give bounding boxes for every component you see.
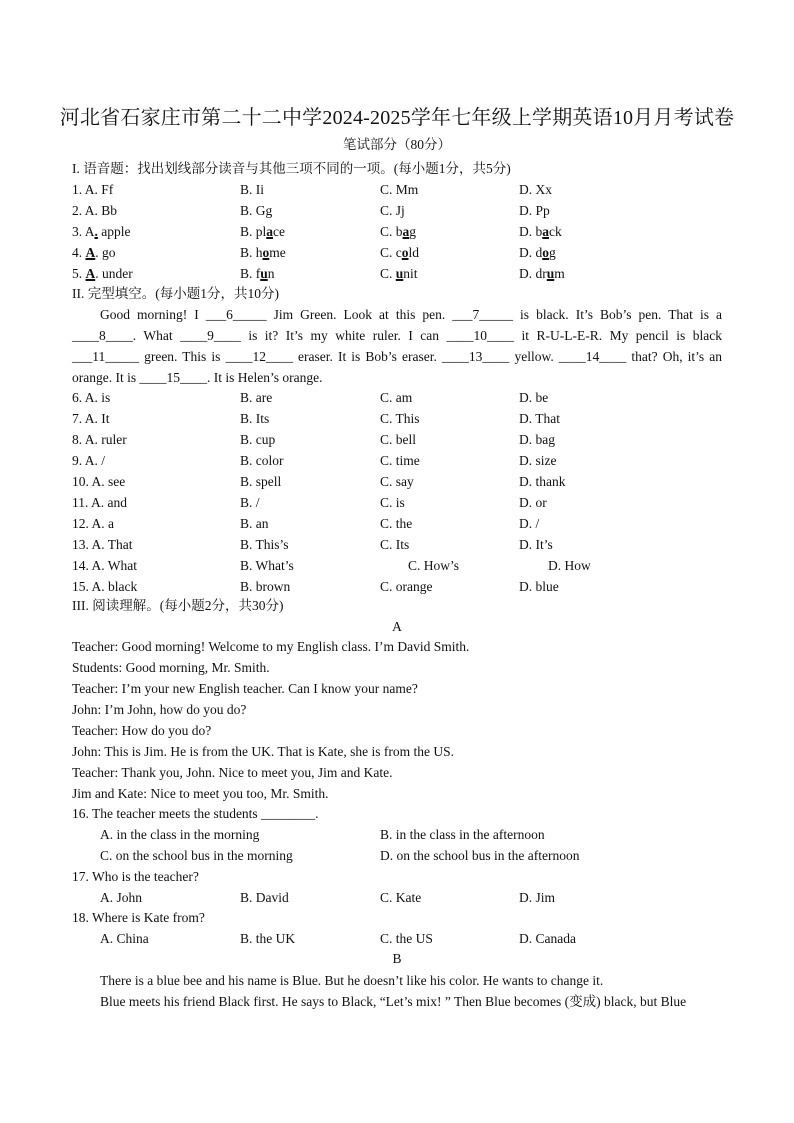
section-3-heading: III. 阅读理解。(每小题2分，共30分) bbox=[72, 598, 284, 613]
phonics-question-option-a: 3. A. apple bbox=[72, 224, 131, 239]
phonics-question-option-a: 1. A. Ff bbox=[72, 182, 114, 197]
phonics-question-option-d: D. Pp bbox=[519, 203, 550, 218]
section-1-heading: I. 语音题：找出划线部分读音与其他三项不同的一项。(每小题1分，共5分) bbox=[72, 161, 511, 176]
dialogue-line: Teacher: How do you do? bbox=[72, 723, 212, 738]
phonics-question-option-b: B. home bbox=[240, 245, 286, 260]
cloze-question-option-c: C. orange bbox=[380, 579, 433, 594]
phonics-question-option-b: B. Gg bbox=[240, 203, 273, 218]
cloze-question-option-d: D. bag bbox=[519, 432, 555, 447]
cloze-question-option-a: 12. A. a bbox=[72, 516, 114, 531]
cloze-question-option-c: C. the bbox=[380, 516, 413, 531]
q17-option-d: D. Jim bbox=[519, 890, 556, 905]
cloze-question-option-d: D. That bbox=[519, 411, 560, 426]
phonics-question-option-c: C. cold bbox=[380, 245, 420, 260]
cloze-question-row bbox=[0, 451, 794, 471]
q18-option-d: D. Canada bbox=[519, 931, 576, 946]
part-b-label: B bbox=[392, 951, 402, 966]
cloze-question-option-b: B. an bbox=[240, 516, 269, 531]
cloze-question-option-d: D. It’s bbox=[519, 537, 553, 552]
exam-subtitle: 笔试部分（80分） bbox=[343, 137, 451, 152]
cloze-question-option-c: C. This bbox=[380, 411, 420, 426]
cloze-question-option-b: B. spell bbox=[240, 474, 282, 489]
cloze-question-row bbox=[0, 514, 794, 534]
part-a-label: A bbox=[392, 619, 402, 634]
question-16-stem: 16. The teacher meets the students ________. bbox=[72, 806, 319, 821]
section-2-heading: II. 完型填空。(每小题1分，共10分) bbox=[72, 286, 279, 301]
dialogue-line: John: I’m John, how do you do? bbox=[72, 702, 247, 717]
cloze-question-option-d: D. blue bbox=[519, 579, 559, 594]
cloze-question-option-a: 15. A. black bbox=[72, 579, 138, 594]
cloze-question-option-a: 8. A. ruler bbox=[72, 432, 127, 447]
q18-option-c: C. the US bbox=[380, 931, 433, 946]
cloze-question-row bbox=[0, 535, 794, 555]
cloze-question-option-c: C. How’s bbox=[408, 558, 460, 573]
q17-option-b: B. David bbox=[240, 890, 289, 905]
cloze-question-option-d: D. size bbox=[519, 453, 557, 468]
phonics-question-option-d: D. Xx bbox=[519, 182, 552, 197]
q18-option-b: B. the UK bbox=[240, 931, 296, 946]
cloze-question-option-a: 13. A. That bbox=[72, 537, 133, 552]
q16-option-b: B. in the class in the afternoon bbox=[380, 827, 545, 842]
part-b-line-2: Blue meets his friend Black first. He says to Black, “Let’s mix! ” Then Blue becomes (变成) black, but Blue bbox=[100, 994, 687, 1009]
cloze-question-row bbox=[0, 556, 794, 576]
cloze-question-option-a: 11. A. and bbox=[72, 495, 127, 510]
cloze-question-option-b: B. Its bbox=[240, 411, 270, 426]
q16-option-c: C. on the school bus in the morning bbox=[100, 848, 293, 863]
cloze-question-option-a: 7. A. It bbox=[72, 411, 110, 426]
phonics-question-option-b: B. place bbox=[240, 224, 285, 239]
cloze-passage: Good morning! I ___6_____ Jim Green. Look at this pen. ___7_____ is black. It’s Bob’s pen. That is a ____8____. What ____9____ is it? It’s my white ruler. I can ____10____ it R-U-L-E-R. My pencil is black ___11_____ green. This is ____12____ eraser. It is Bob’s eraser. ____13____ yellow. ____14____ that? Oh, it’s an orange. It is ____15____. It is Helen’s orange. bbox=[72, 307, 722, 385]
cloze-question-option-c: C. bell bbox=[380, 432, 416, 447]
question-18-options bbox=[0, 929, 794, 949]
cloze-question-option-d: D. How bbox=[548, 558, 591, 573]
cloze-question-option-b: B. cup bbox=[240, 432, 276, 447]
phonics-question-option-c: C. bag bbox=[380, 224, 417, 239]
question-16-options-row-2 bbox=[0, 846, 794, 866]
phonics-question-option-b: B. Ii bbox=[240, 182, 265, 197]
cloze-question-option-d: D. / bbox=[519, 516, 540, 531]
phonics-question-option-a: 5. A. under bbox=[72, 266, 133, 281]
phonics-question-option-a: 2. A. Bb bbox=[72, 203, 118, 218]
cloze-question-option-c: C. is bbox=[380, 495, 405, 510]
cloze-question-option-b: B. are bbox=[240, 390, 273, 405]
phonics-question-row bbox=[0, 180, 794, 200]
cloze-question-row bbox=[0, 388, 794, 408]
cloze-question-row bbox=[0, 430, 794, 450]
q16-option-a: A. in the class in the morning bbox=[100, 827, 260, 842]
phonics-question-option-b: B. fun bbox=[240, 266, 275, 281]
question-18-stem: 18. Where is Kate from? bbox=[72, 910, 205, 925]
phonics-question-option-d: D. back bbox=[519, 224, 562, 239]
phonics-question-row bbox=[0, 243, 794, 263]
cloze-question-option-d: D. thank bbox=[519, 474, 566, 489]
cloze-question-option-b: B. brown bbox=[240, 579, 291, 594]
phonics-question-option-c: C. Jj bbox=[380, 203, 405, 218]
cloze-question-option-b: B. color bbox=[240, 453, 284, 468]
phonics-question-row bbox=[0, 222, 794, 242]
cloze-question-option-c: C. am bbox=[380, 390, 413, 405]
cloze-question-option-a: 9. A. / bbox=[72, 453, 106, 468]
phonics-question-option-c: C. Mm bbox=[380, 182, 419, 197]
dialogue-line: Teacher: Good morning! Welcome to my English class. I’m David Smith. bbox=[72, 639, 470, 654]
question-16-options-row-1 bbox=[0, 825, 794, 845]
cloze-question-option-b: B. This’s bbox=[240, 537, 289, 552]
cloze-question-option-c: C. Its bbox=[380, 537, 410, 552]
cloze-question-row bbox=[0, 472, 794, 492]
cloze-question-row bbox=[0, 577, 794, 597]
cloze-question-option-c: C. time bbox=[380, 453, 420, 468]
dialogue-line: Teacher: Thank you, John. Nice to meet you, Jim and Kate. bbox=[72, 765, 393, 780]
phonics-question-row bbox=[0, 264, 794, 284]
part-b-line-1: There is a blue bee and his name is Blue. But he doesn’t like his color. He wants to change it. bbox=[100, 973, 604, 988]
cloze-question-row bbox=[0, 409, 794, 429]
dialogue-line: Students: Good morning, Mr. Smith. bbox=[72, 660, 270, 675]
cloze-question-option-b: B. What’s bbox=[240, 558, 294, 573]
q16-option-d: D. on the school bus in the afternoon bbox=[380, 848, 580, 863]
q18-option-a: A. China bbox=[100, 931, 149, 946]
cloze-question-option-a: 6. A. is bbox=[72, 390, 111, 405]
q17-option-a: A. John bbox=[100, 890, 143, 905]
phonics-question-row bbox=[0, 201, 794, 221]
dialogue-line: John: This is Jim. He is from the UK. That is Kate, she is from the US. bbox=[72, 744, 454, 759]
cloze-question-option-c: C. say bbox=[380, 474, 414, 489]
phonics-question-option-a: 4. A. go bbox=[72, 245, 116, 260]
question-17-options bbox=[0, 888, 794, 908]
phonics-question-option-d: D. dog bbox=[519, 245, 556, 260]
phonics-question-option-c: C. unit bbox=[380, 266, 418, 281]
cloze-question-option-a: 10. A. see bbox=[72, 474, 126, 489]
cloze-question-option-d: D. or bbox=[519, 495, 547, 510]
q17-option-c: C. Kate bbox=[380, 890, 422, 905]
cloze-question-option-b: B. / bbox=[240, 495, 260, 510]
dialogue-line: Teacher: I’m your new English teacher. Can I know your name? bbox=[72, 681, 418, 696]
cloze-question-row bbox=[0, 493, 794, 513]
cloze-question-option-d: D. be bbox=[519, 390, 549, 405]
exam-title: 河北省石家庄市第二十二中学2024-2025学年七年级上学期英语10月月考试卷 bbox=[59, 107, 735, 129]
cloze-question-option-a: 14. A. What bbox=[72, 558, 137, 573]
phonics-question-option-d: D. drum bbox=[519, 266, 565, 281]
dialogue-line: Jim and Kate: Nice to meet you too, Mr. Smith. bbox=[72, 786, 329, 801]
question-17-stem: 17. Who is the teacher? bbox=[72, 869, 199, 884]
